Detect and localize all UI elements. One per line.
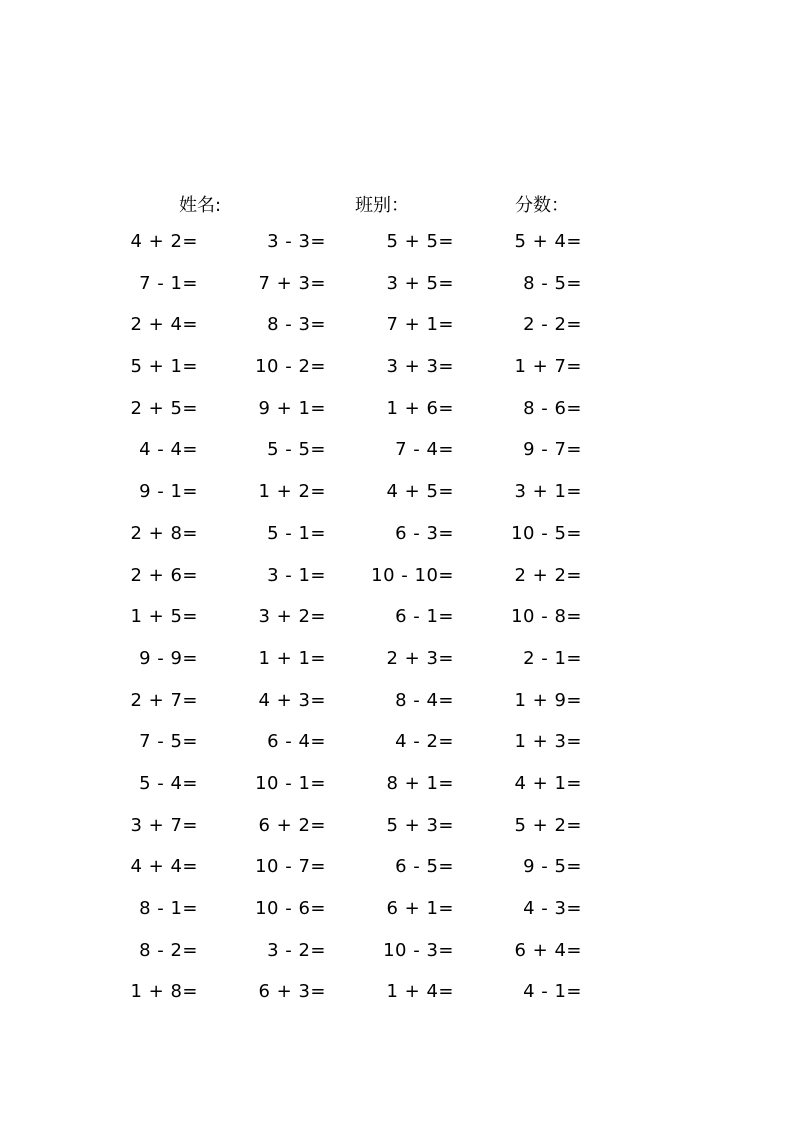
problem-grid [120, 230, 620, 1022]
math-problem: 10 - 2= [255, 356, 326, 378]
problem-row [120, 522, 620, 564]
math-problem: 3 + 1= [514, 481, 582, 503]
math-problem: 2 + 4= [130, 314, 198, 336]
problem-row [120, 230, 620, 272]
problem-row [120, 772, 620, 814]
math-problem: 10 - 1= [255, 772, 326, 794]
class-label: 班别： [355, 195, 409, 216]
math-problem: 4 + 5= [386, 481, 454, 503]
math-problem: 2 + 2= [514, 564, 582, 586]
math-problem: 4 - 4= [139, 439, 198, 461]
math-problem: 7 + 3= [258, 272, 326, 294]
math-problem: 4 + 4= [130, 856, 198, 878]
math-problem: 1 + 4= [386, 981, 454, 1003]
math-problem: 6 - 1= [395, 606, 454, 628]
math-problem: 6 - 4= [267, 731, 326, 753]
math-problem: 9 - 7= [523, 439, 582, 461]
math-problem: 5 - 1= [267, 522, 326, 544]
problem-row [120, 480, 620, 522]
math-problem: 5 + 4= [514, 231, 582, 252]
math-problem: 4 + 2= [130, 231, 198, 252]
math-problem: 9 - 1= [139, 481, 198, 503]
problem-row [120, 605, 620, 647]
math-problem: 1 + 5= [130, 606, 198, 628]
problem-row [120, 730, 620, 772]
math-problem: 5 + 1= [130, 356, 198, 378]
math-problem: 6 + 4= [514, 939, 582, 961]
math-problem: 7 - 5= [139, 731, 198, 753]
problem-row [120, 980, 620, 1022]
problem-row [120, 814, 620, 856]
math-problem: 5 + 5= [386, 231, 454, 252]
math-problem: 2 - 1= [523, 647, 582, 669]
problem-row [120, 855, 620, 897]
math-problem: 8 - 2= [139, 939, 198, 961]
math-problem: 3 - 1= [267, 564, 326, 586]
math-problem: 9 - 5= [523, 856, 582, 878]
math-problem: 8 - 1= [139, 898, 198, 919]
math-problem: 8 + 1= [386, 772, 454, 794]
math-problem: 5 - 5= [267, 439, 326, 461]
math-problem: 6 + 1= [386, 898, 454, 919]
math-problem: 2 + 7= [130, 689, 198, 711]
problem-row [120, 689, 620, 731]
math-problem: 1 + 7= [514, 356, 582, 378]
math-problem: 4 + 3= [258, 689, 326, 711]
math-problem: 1 + 2= [258, 481, 326, 503]
math-problem: 7 + 1= [386, 314, 454, 336]
math-problem: 3 - 3= [267, 231, 326, 252]
worksheet-header [0, 191, 794, 217]
math-problem: 4 - 2= [395, 731, 454, 753]
math-problem: 3 + 7= [130, 814, 198, 836]
math-problem: 9 + 1= [258, 397, 326, 419]
math-problem: 5 - 4= [139, 772, 198, 794]
math-problem: 6 + 3= [258, 981, 326, 1003]
name-label: 姓名: [179, 195, 222, 216]
problem-row [120, 897, 620, 939]
math-problem: 10 - 7= [255, 856, 326, 878]
problem-row [120, 564, 620, 606]
math-problem: 8 - 3= [267, 314, 326, 336]
math-problem: 6 - 5= [395, 856, 454, 878]
math-problem: 1 + 3= [514, 731, 582, 753]
math-problem: 8 - 6= [523, 397, 582, 419]
math-problem: 6 + 2= [258, 814, 326, 836]
math-problem: 1 + 8= [130, 981, 198, 1003]
math-problem: 2 + 6= [130, 564, 198, 586]
math-problem: 7 - 1= [139, 272, 198, 294]
math-problem: 3 - 2= [267, 939, 326, 961]
math-problem: 10 - 3= [383, 939, 454, 961]
math-problem: 2 + 5= [130, 397, 198, 419]
math-problem: 10 - 6= [255, 898, 326, 919]
math-problem: 2 + 3= [386, 647, 454, 669]
math-problem: 3 + 3= [386, 356, 454, 378]
math-problem: 10 - 5= [511, 522, 582, 544]
math-problem: 4 - 3= [523, 898, 582, 919]
math-problem: 9 - 9= [139, 647, 198, 669]
problem-row [120, 272, 620, 314]
problem-row [120, 438, 620, 480]
math-problem: 1 + 9= [514, 689, 582, 711]
problem-row [120, 397, 620, 439]
math-problem: 2 - 2= [523, 314, 582, 336]
math-problem: 5 + 2= [514, 814, 582, 836]
math-problem: 1 + 6= [386, 397, 454, 419]
math-problem: 10 - 8= [511, 606, 582, 628]
problem-row [120, 939, 620, 981]
math-problem: 4 + 1= [514, 772, 582, 794]
math-problem: 6 - 3= [395, 522, 454, 544]
math-problem: 1 + 1= [258, 647, 326, 669]
math-problem: 4 - 1= [523, 981, 582, 1003]
math-problem: 2 + 8= [130, 522, 198, 544]
math-problem: 10 - 10= [371, 564, 454, 586]
math-problem: 3 + 2= [258, 606, 326, 628]
problem-row [120, 647, 620, 689]
math-problem: 3 + 5= [386, 272, 454, 294]
math-problem: 7 - 4= [395, 439, 454, 461]
problem-row [120, 355, 620, 397]
math-problem: 8 - 4= [395, 689, 454, 711]
math-problem: 5 + 3= [386, 814, 454, 836]
problem-row [120, 313, 620, 355]
score-label: 分数： [515, 195, 569, 216]
math-problem: 8 - 5= [523, 272, 582, 294]
